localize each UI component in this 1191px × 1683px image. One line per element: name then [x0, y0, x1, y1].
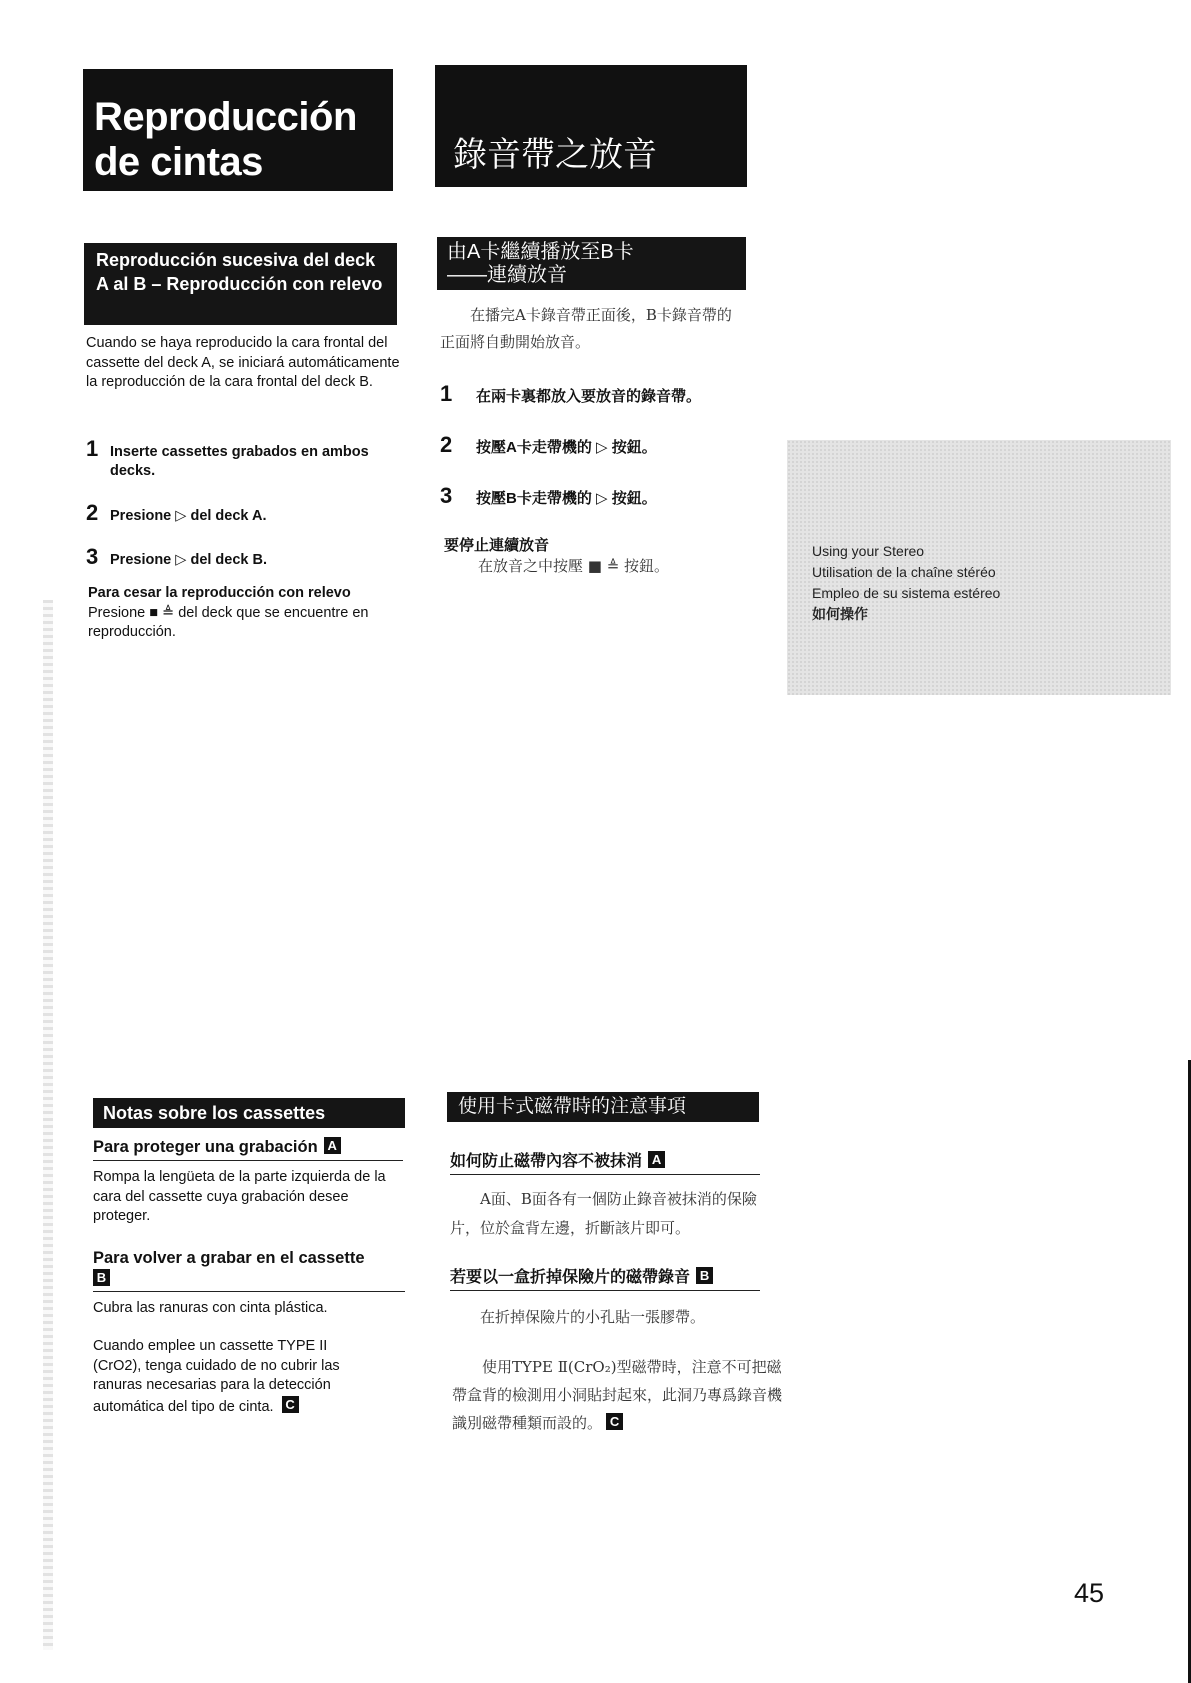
page-title-chinese: [435, 65, 747, 187]
scan-left-edge: [43, 600, 53, 1650]
section-title-spanish: Reproducción sucesiva del deck A al B – Reproducción con relevo: [84, 243, 397, 325]
step-text: 在兩卡裏都放入要放音的錄音帶。: [476, 388, 702, 405]
intro-chinese: 在播完A卡錄音帶正面後，B卡錄音帶的正面將自動開始放音。: [440, 306, 732, 351]
index-label-english: Using your Stereo: [812, 543, 925, 559]
step-1-spanish: [86, 436, 406, 481]
step-text: Inserte cassettes grabados en ambos decks.: [110, 444, 369, 479]
type2-text-spanish: Cuando emplee un cassette TYPE II (CrO2), tenga cuidado de no cubrir las ranuras necesarias para la detección automática del tipo de cinta.: [93, 1338, 340, 1415]
step-number: 2: [86, 500, 99, 525]
title-line-1: Reproducción: [94, 95, 357, 139]
protect-heading-text: Para proteger una grabación: [93, 1138, 318, 1156]
step-3-spanish: [86, 544, 406, 570]
rerecord-heading-spanish: [93, 1248, 405, 1292]
step-3-chinese: [440, 483, 760, 509]
title-zh-text: 錄音帶之放音: [453, 136, 657, 174]
protect-text-spanish: Rompa la lengüeta de la parte izquierda de la cara del cassette cuya grabación desee proteger.: [93, 1169, 386, 1224]
figure-b-badge: B: [696, 1267, 713, 1284]
rerecord-heading-zh-text: 若要以一盒折掉保險片的磁帶錄音: [450, 1269, 691, 1286]
step-number: 2: [440, 432, 453, 457]
section-title-chinese: [437, 237, 746, 290]
stop-section-chinese: [444, 534, 744, 577]
step-text: 按壓B卡走帶機的 ▷ 按鈕。: [476, 490, 657, 507]
stop-heading-spanish: Para cesar la reproducción con relevo: [88, 585, 351, 601]
page-number: 45: [1074, 1578, 1105, 1608]
section-index-labels: [812, 541, 1000, 625]
rerecord-text-chinese: 在折掉保險片的小孔貼一張膠帶。: [480, 1308, 706, 1326]
section-title-zh-line-2: ——連續放音: [447, 264, 567, 286]
stop-text-spanish: Presione ■ ≜ del deck que se encuentre en reproducción.: [88, 604, 369, 640]
rerecord-heading-chinese: [450, 1264, 760, 1291]
section-title-zh-line-1: 由A卡繼續播放至B卡: [447, 241, 634, 263]
type2-note-chinese: [452, 1353, 784, 1437]
intro-spanish: Cuando se haya reproducido la cara frontal del cassette del deck A, se iniciará automáticamente la reproducción de la cara frontal del deck B.: [86, 335, 400, 390]
step-number: 3: [440, 483, 453, 508]
stop-text-chinese: 在放音之中按壓 ■ ≜ 按鈕。: [478, 557, 670, 575]
index-label-french: Utilisation de la chaîne stéréo: [812, 564, 996, 580]
step-text: 按壓A卡走帶機的 ▷ 按鈕。: [476, 439, 657, 456]
protect-heading-zh-text: 如何防止磁帶內容不被抹消: [450, 1153, 643, 1170]
figure-a-badge: A: [648, 1151, 665, 1168]
type2-note-spanish: [93, 1337, 378, 1417]
type2-text-chinese: 使用TYPE Ⅱ(CrO₂)型磁帶時，注意不可把磁帶盒背的檢測用小洞貼封起來，此洞乃專爲錄音機識別磁帶種類而設的。: [452, 1358, 783, 1432]
figure-b-badge: B: [93, 1269, 110, 1286]
figure-c-badge: C: [282, 1396, 299, 1413]
step-text: Presione ▷ del deck A.: [110, 508, 267, 524]
protect-heading-spanish: [93, 1137, 403, 1161]
figure-a-badge: A: [324, 1137, 341, 1154]
step-1-chinese: [440, 381, 760, 407]
step-2-chinese: [440, 432, 760, 458]
protect-text-chinese: A面、B面各有一個防止錄音被抹消的保險片，位於盒背左邊，折斷該片即可。: [450, 1190, 757, 1237]
notes-title-chinese: 使用卡式磁帶時的注意事項: [447, 1092, 759, 1122]
step-2-spanish: [86, 500, 406, 526]
step-number: 1: [86, 436, 99, 461]
step-text: Presione ▷ del deck B.: [110, 552, 268, 568]
figure-c-badge: C: [606, 1413, 623, 1430]
index-label-chinese: 如何操作: [812, 606, 868, 622]
stop-heading-chinese: 要停止連續放音: [444, 537, 550, 554]
rerecord-text-spanish: Cubra las ranuras con cinta plástica.: [93, 1300, 328, 1316]
stop-section-spanish: [88, 584, 408, 643]
index-label-spanish: Empleo de su sistema estéreo: [812, 585, 1001, 601]
step-number: 1: [440, 381, 453, 406]
step-number: 3: [86, 544, 99, 569]
title-line-2: de cintas: [94, 140, 263, 184]
protect-heading-chinese: [450, 1148, 760, 1175]
notes-title-spanish: Notas sobre los cassettes: [93, 1098, 405, 1128]
page-title-spanish: [83, 69, 393, 191]
rerecord-heading-text: Para volver a grabar en el cassette: [93, 1249, 365, 1267]
